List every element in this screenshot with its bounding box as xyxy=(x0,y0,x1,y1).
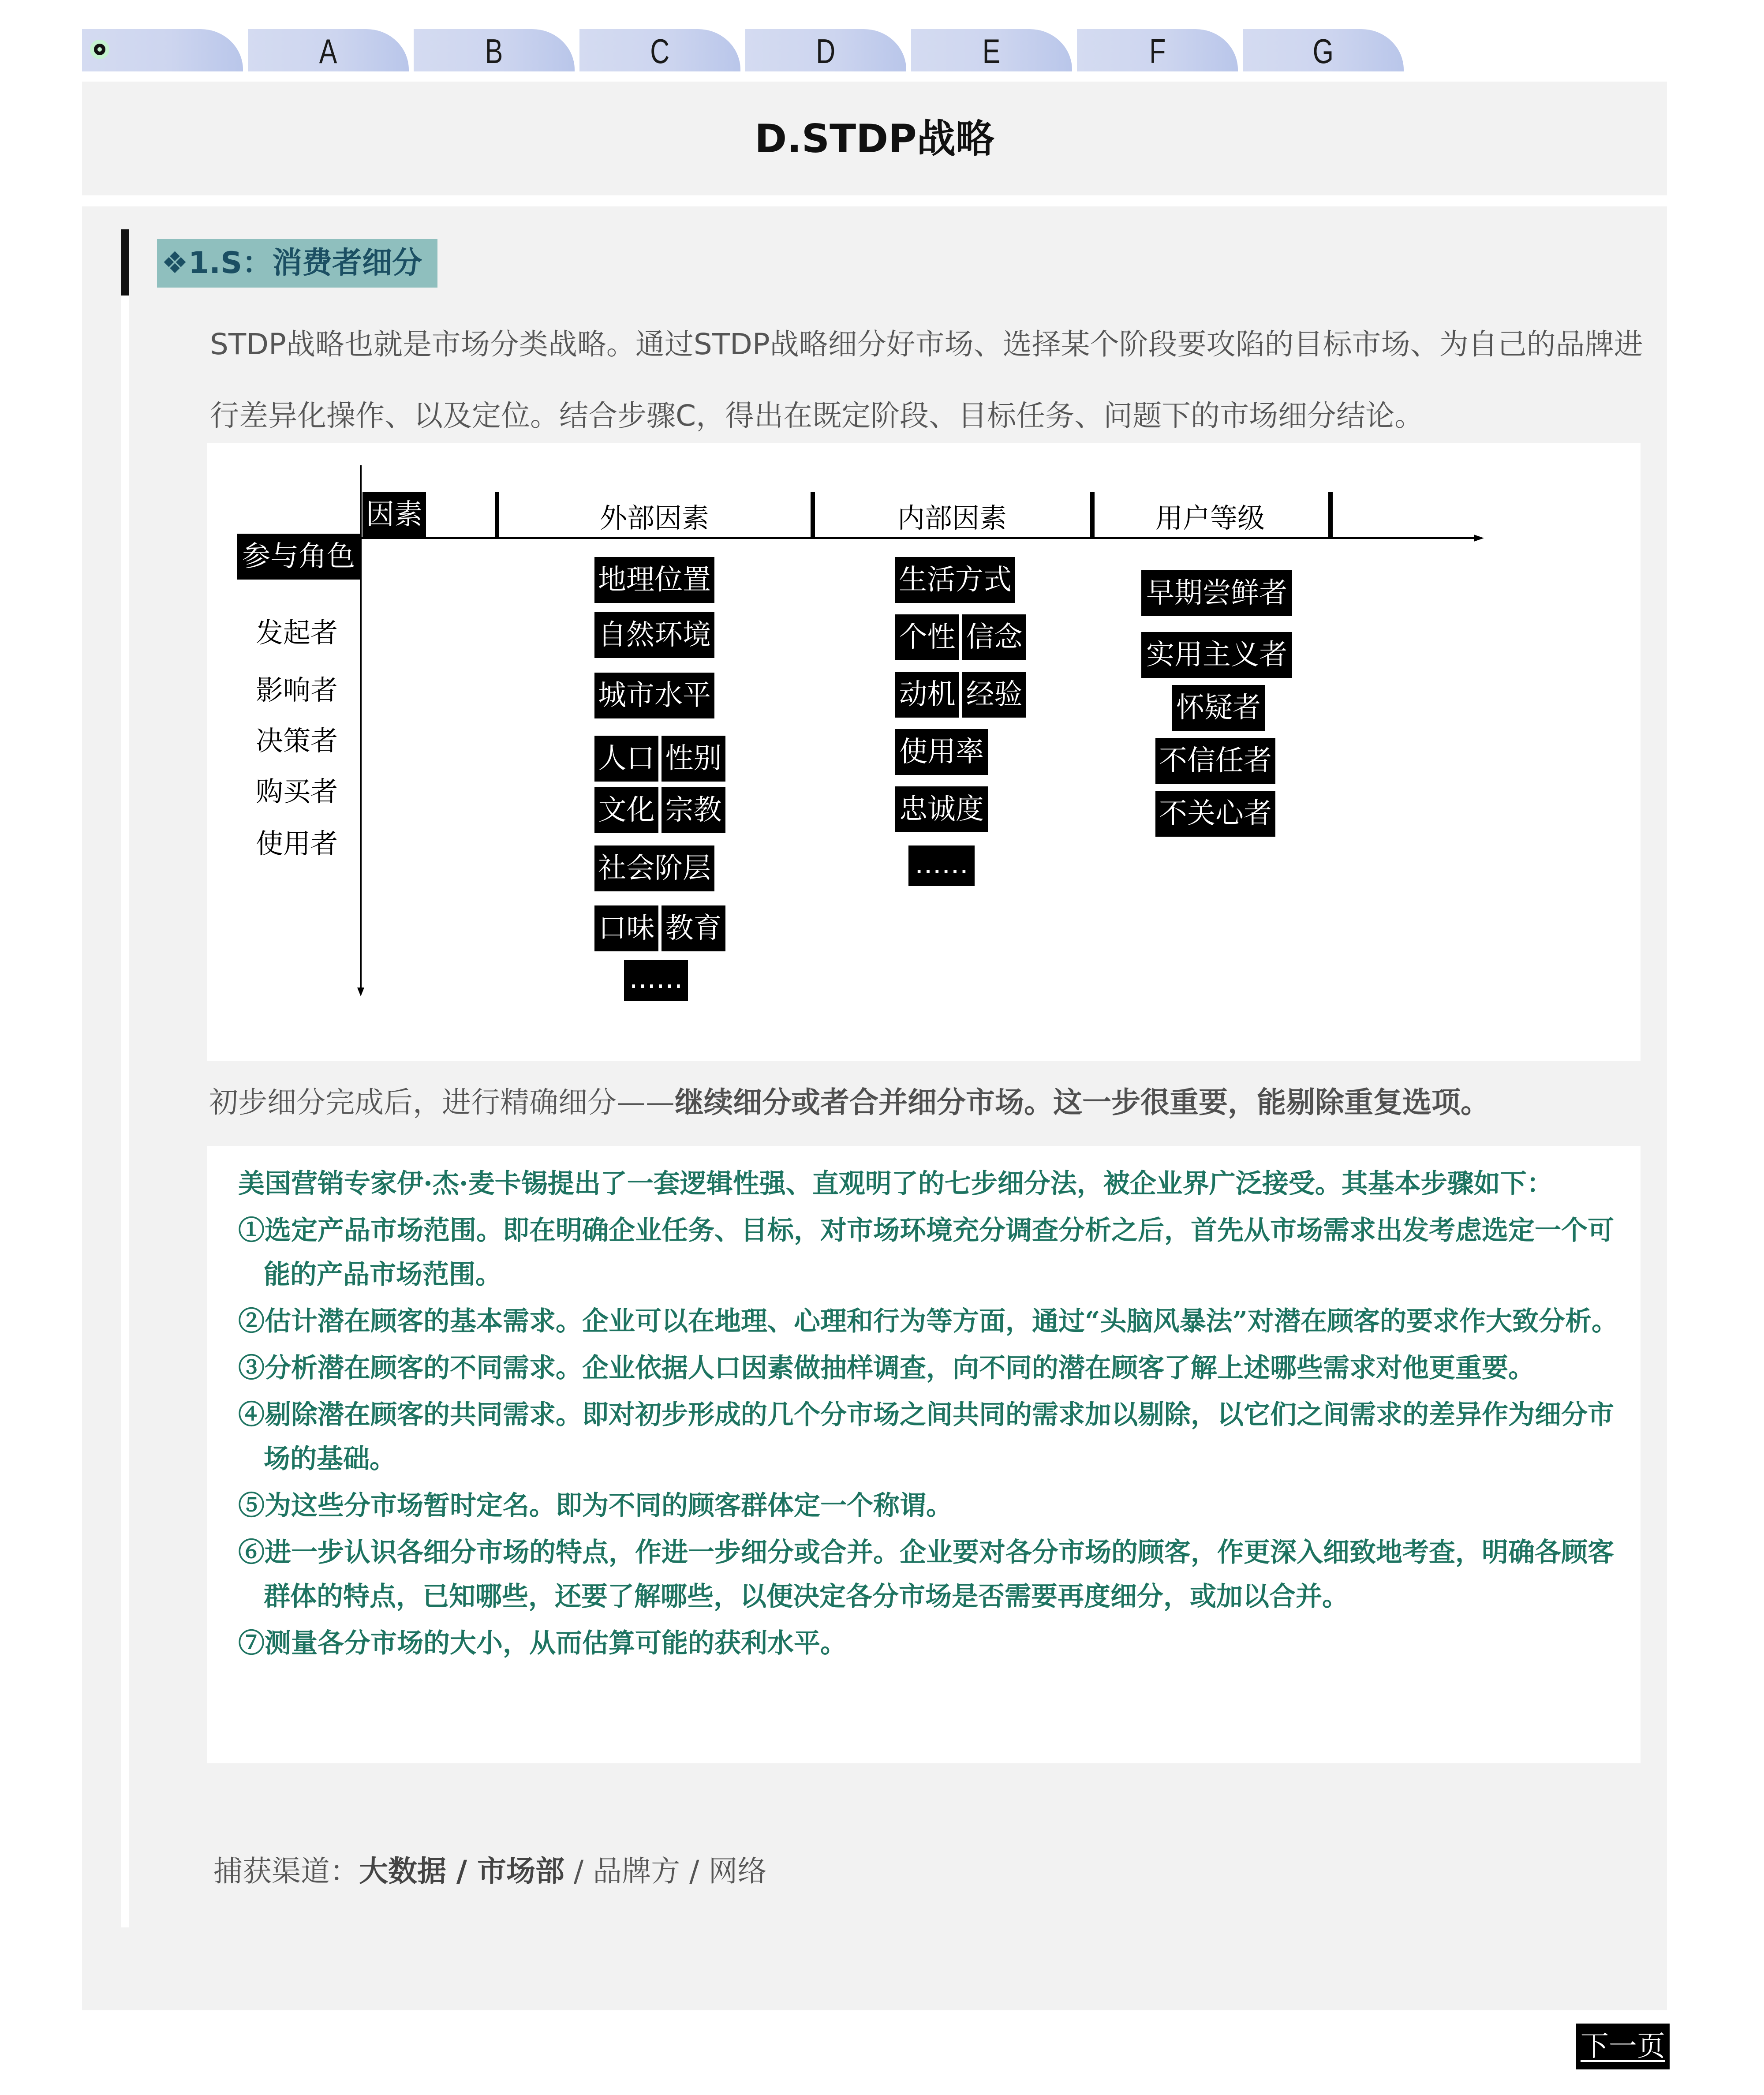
tab-d[interactable]: D xyxy=(745,29,906,71)
channel-bigdata: 大数据 xyxy=(359,1854,446,1888)
step-item: ④剔除潜在顾客的共同需求。即对初步形成的几个分市场之间共同的需求加以剔除，以它们之间需求的差异作为细分市场的基础。 xyxy=(238,1399,1614,1474)
internal-factor: 信念 xyxy=(962,614,1026,660)
summary-bold: 继续细分或者合并细分市场。这一步很重要，能剔除重复选项。 xyxy=(675,1085,1490,1119)
section-intro: STDP战略也就是市场分类战略。通过STDP战略细分好市场、选择某个阶段要攻陷的目标市场、为自己的品牌进行差异化操作、以及定位。结合步骤C，得出在既定阶段、目标任务、问题下的市场细分结论。 xyxy=(210,327,1643,433)
internal-factor: 使用率 xyxy=(895,729,988,775)
external-factor: 教育 xyxy=(662,905,725,951)
role-item: 使用者 xyxy=(256,827,338,860)
user-level: 早期尝鲜者 xyxy=(1141,570,1292,616)
internal-factor: 经验 xyxy=(962,672,1026,718)
role-item: 购买者 xyxy=(256,775,338,808)
section-heading: ❖1.S：消费者细分 xyxy=(157,239,437,288)
external-factor: 性别 xyxy=(662,736,725,782)
user-level: 怀疑者 xyxy=(1172,685,1265,731)
step-item: ⑥进一步认识各细分市场的特点，作进一步细分或合并。企业要对各分市场的顾客，作更深入细致地考查，明确各顾客群体的特点，已知哪些，还要了解哪些，以便决定各分市场是否需要再度细分，或加以合并。 xyxy=(238,1537,1614,1612)
seven-steps-box xyxy=(207,1146,1641,1763)
capture-channels xyxy=(213,1852,766,1891)
external-factor: 文化 xyxy=(594,787,658,833)
internal-factor-more: ...... xyxy=(908,845,975,886)
step-item: ②估计潜在顾客的基本需求。企业可以在地理、心理和行为等方面，通过“头脑风暴法”对潜在顾客的要求作大致分析。 xyxy=(238,1306,1618,1337)
column-external: 外部因素 xyxy=(600,502,710,534)
external-factor-more: ...... xyxy=(624,960,688,1001)
external-factor: 社会阶层 xyxy=(594,845,714,891)
column-internal: 内部因素 xyxy=(897,502,1007,534)
step-item: ③分析潜在顾客的不同需求。企业依据人口因素做抽样调查，向不同的潜在顾客了解上述哪些需求对他更重要。 xyxy=(238,1353,1535,1384)
section-guide-line xyxy=(121,296,129,1927)
tab-e[interactable]: E xyxy=(911,29,1072,71)
user-level: 不信任者 xyxy=(1155,738,1275,784)
external-factor: 城市水平 xyxy=(594,673,714,718)
tab-home[interactable] xyxy=(82,29,243,71)
role-item: 决策者 xyxy=(256,725,338,757)
steps-intro: 美国营销专家伊·杰·麦卡锡提出了一套逻辑性强、直观明了的七步细分法，被企业界广泛接受。其基本步骤如下： xyxy=(238,1168,1553,1199)
circle-icon xyxy=(90,40,109,59)
step-item: ⑦测量各分市场的大小，从而估算可能的获利水平。 xyxy=(238,1628,847,1659)
user-level: 实用主义者 xyxy=(1141,632,1292,678)
user-level: 不关心者 xyxy=(1155,791,1275,837)
channels-label: 捕获渠道： xyxy=(213,1854,359,1888)
external-factor: 人口 xyxy=(594,736,658,782)
tab-g[interactable]: G xyxy=(1243,29,1404,71)
section-marker-bar xyxy=(121,229,129,296)
tab-f[interactable]: F xyxy=(1077,29,1238,71)
step-item: ①选定产品市场范围。即在明确企业任务、目标，对市场环境充分调查分析之后，首先从市场需求出发考虑选定一个可能的产品市场范围。 xyxy=(238,1215,1614,1290)
role-item: 影响者 xyxy=(256,674,338,706)
next-page-button[interactable]: 下一页 xyxy=(1576,2024,1670,2069)
segmentation-diagram xyxy=(207,443,1641,1061)
step-item: ⑤为这些分市场暂时定名。即为不同的顾客群体定一个称谓。 xyxy=(238,1490,953,1521)
role-item: 发起者 xyxy=(256,617,338,649)
internal-factor: 忠诚度 xyxy=(895,786,988,832)
external-factor: 口味 xyxy=(594,905,658,951)
external-factor: 宗教 xyxy=(662,787,725,833)
channel-marketing: 市场部 xyxy=(477,1854,565,1888)
summary-line xyxy=(209,1083,1490,1122)
internal-factor: 生活方式 xyxy=(895,557,1015,603)
role-label: 参与角色 xyxy=(237,534,360,580)
column-user-level: 用户等级 xyxy=(1155,502,1265,534)
title-panel xyxy=(82,82,1667,195)
internal-factor: 动机 xyxy=(895,672,959,718)
factor-label: 因素 xyxy=(363,492,426,538)
external-factor: 自然环境 xyxy=(594,612,714,658)
external-factor: 地理位置 xyxy=(594,557,714,603)
tab-a[interactable]: A xyxy=(248,29,409,71)
page-title: D.STDP战略 xyxy=(755,116,994,161)
tab-c[interactable]: C xyxy=(579,29,740,71)
internal-factor: 个性 xyxy=(895,614,959,660)
tab-b[interactable]: B xyxy=(414,29,575,71)
channel-separator: / xyxy=(446,1854,478,1888)
channel-rest: / 品牌方 / 网络 xyxy=(564,1854,767,1888)
summary-plain: 初步细分完成后，进行精确细分—— xyxy=(209,1085,675,1119)
